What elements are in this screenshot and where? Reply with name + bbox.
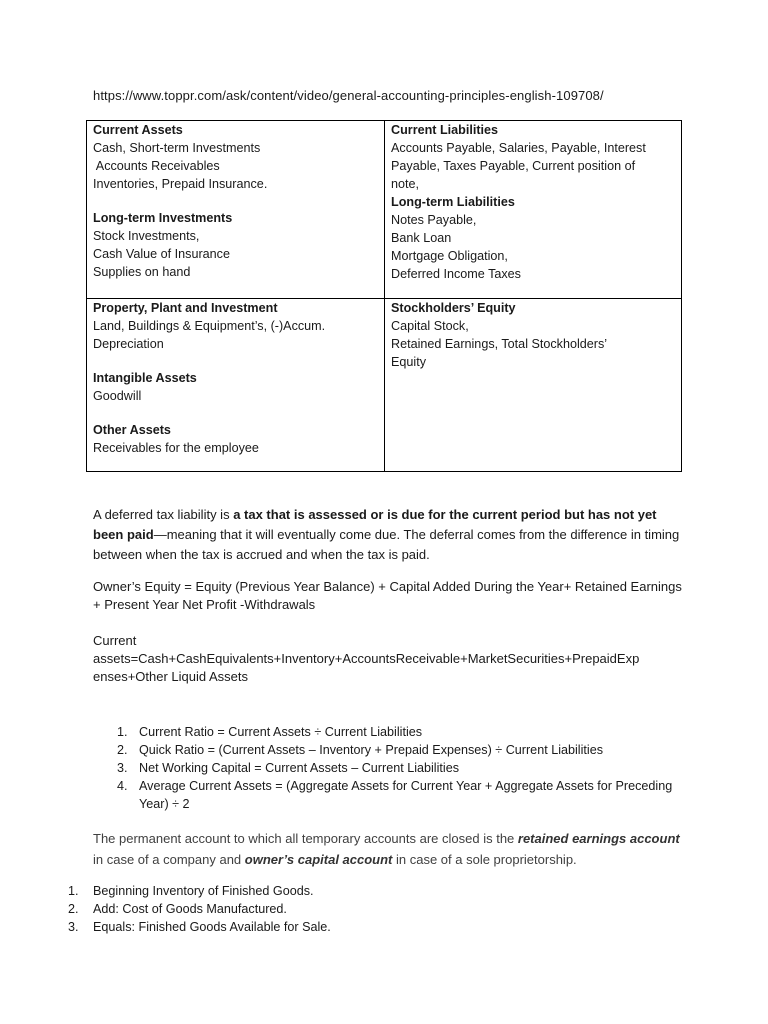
ppe-line: Depreciation bbox=[93, 337, 164, 351]
list-number: 4. bbox=[117, 779, 128, 793]
ratio-list bbox=[117, 723, 677, 813]
emphasis-text: owner’s capital account bbox=[244, 852, 393, 867]
long-term-investments-line: Cash Value of Insurance bbox=[93, 247, 230, 261]
deferred-tax-text: A deferred tax liability is bbox=[93, 507, 234, 522]
list-item bbox=[68, 882, 668, 900]
formula-line: Current bbox=[93, 633, 137, 648]
list-item bbox=[117, 741, 677, 759]
list-item bbox=[68, 918, 668, 936]
ppe-heading: Property, Plant and Investment bbox=[93, 301, 278, 315]
list-item bbox=[117, 723, 677, 741]
current-assets-line: Inventories, Prepaid Insurance. bbox=[93, 177, 268, 191]
list-item bbox=[117, 759, 677, 777]
long-term-liabilities-line: Deferred Income Taxes bbox=[391, 267, 521, 281]
balance-sheet-table bbox=[86, 120, 682, 472]
formula-line: assets=Cash+CashEquivalents+Inventory+AccountsReceivable+MarketSecurities+PrepaidExp bbox=[93, 651, 640, 666]
cell-assets-top bbox=[93, 121, 379, 281]
list-text: Beginning Inventory of Finished Goods. bbox=[93, 884, 314, 898]
long-term-investments-heading: Long-term Investments bbox=[93, 211, 233, 225]
long-term-liabilities-line: Bank Loan bbox=[391, 231, 452, 245]
list-text: Current Ratio = Current Assets ÷ Current Liabilities bbox=[139, 725, 423, 739]
current-assets-formula bbox=[93, 632, 683, 686]
list-number: 3. bbox=[68, 920, 79, 934]
deferred-tax-paragraph bbox=[93, 505, 683, 565]
list-number: 1. bbox=[68, 884, 79, 898]
paragraph-text: in case of a sole proprietorship. bbox=[392, 852, 577, 867]
current-liabilities-heading: Current Liabilities bbox=[391, 123, 499, 137]
list-number: 2. bbox=[117, 743, 128, 757]
formula-line: enses+Other Liquid Assets bbox=[93, 669, 249, 684]
long-term-investments-line: Supplies on hand bbox=[93, 265, 191, 279]
current-assets-heading: Current Assets bbox=[93, 123, 183, 137]
paragraph-text: The permanent account to which all temporary accounts are closed is the bbox=[93, 831, 518, 846]
owners-equity-formula: Owner’s Equity = Equity (Previous Year Balance) + Capital Added During the Year+ Retained Earnings + Present Year Net Profit -Withdrawals bbox=[93, 579, 682, 612]
current-liabilities-line: Accounts Payable, Salaries, Payable, Interest bbox=[391, 141, 646, 155]
table-vertical-divider bbox=[384, 121, 385, 471]
ppe-line: Land, Buildings & Equipment’s, (-)Accum. bbox=[93, 319, 326, 333]
long-term-investments-line: Stock Investments, bbox=[93, 229, 200, 243]
list-item bbox=[117, 777, 677, 813]
finished-goods-steps bbox=[68, 882, 668, 936]
stockholders-equity-line: Equity bbox=[391, 355, 427, 369]
long-term-liabilities-heading: Long-term Liabilities bbox=[391, 195, 515, 209]
list-number: 3. bbox=[117, 761, 128, 775]
list-text: Average Current Assets = (Aggregate Assets for Current Year + Aggregate Assets for Preceding Year) ÷ 2 bbox=[139, 779, 673, 811]
emphasis-text: retained earnings account bbox=[517, 831, 680, 846]
long-term-liabilities-line: Mortgage Obligation, bbox=[391, 249, 508, 263]
list-item bbox=[68, 900, 668, 918]
stockholders-equity-line: Capital Stock, bbox=[391, 319, 469, 333]
intangible-assets-line: Goodwill bbox=[93, 389, 142, 403]
source-url[interactable]: https://www.toppr.com/ask/content/video/general-accounting-principles-english-109708/ bbox=[93, 88, 604, 103]
cell-equity bbox=[391, 299, 677, 371]
current-assets-line: Cash, Short-term Investments bbox=[93, 141, 261, 155]
list-text: Net Working Capital = Current Assets – Current Liabilities bbox=[139, 761, 459, 775]
list-text: Add: Cost of Goods Manufactured. bbox=[93, 902, 287, 916]
cell-assets-bottom bbox=[93, 299, 379, 457]
long-term-liabilities-line: Notes Payable, bbox=[391, 213, 477, 227]
stockholders-equity-heading: Stockholders’ Equity bbox=[391, 301, 516, 315]
current-liabilities-line: note, bbox=[391, 177, 420, 191]
stockholders-equity-line: Retained Earnings, Total Stockholders’ bbox=[391, 337, 608, 351]
current-liabilities-line: Payable, Taxes Payable, Current position of bbox=[391, 159, 636, 173]
permanent-account-paragraph bbox=[93, 828, 683, 870]
list-number: 2. bbox=[68, 902, 79, 916]
list-number: 1. bbox=[117, 725, 128, 739]
list-text: Equals: Finished Goods Available for Sale. bbox=[93, 920, 331, 934]
list-text: Quick Ratio = (Current Assets – Inventory + Prepaid Expenses) ÷ Current Liabilities bbox=[139, 743, 603, 757]
deferred-tax-text: —meaning that it will eventually come due. The deferral comes from the difference in timing between when the tax is accrued and when the tax is paid. bbox=[93, 527, 680, 562]
current-assets-line: Accounts Receivables bbox=[93, 159, 220, 173]
intangible-assets-heading: Intangible Assets bbox=[93, 371, 197, 385]
other-assets-line: Receivables for the employee bbox=[93, 441, 259, 455]
cell-liabilities-top bbox=[391, 121, 677, 283]
deferred-tax-bold: a tax that is assessed or is due for the current period but has not yet been paid bbox=[93, 507, 657, 542]
paragraph-text: in case of a company and bbox=[93, 852, 245, 867]
other-assets-heading: Other Assets bbox=[93, 423, 171, 437]
